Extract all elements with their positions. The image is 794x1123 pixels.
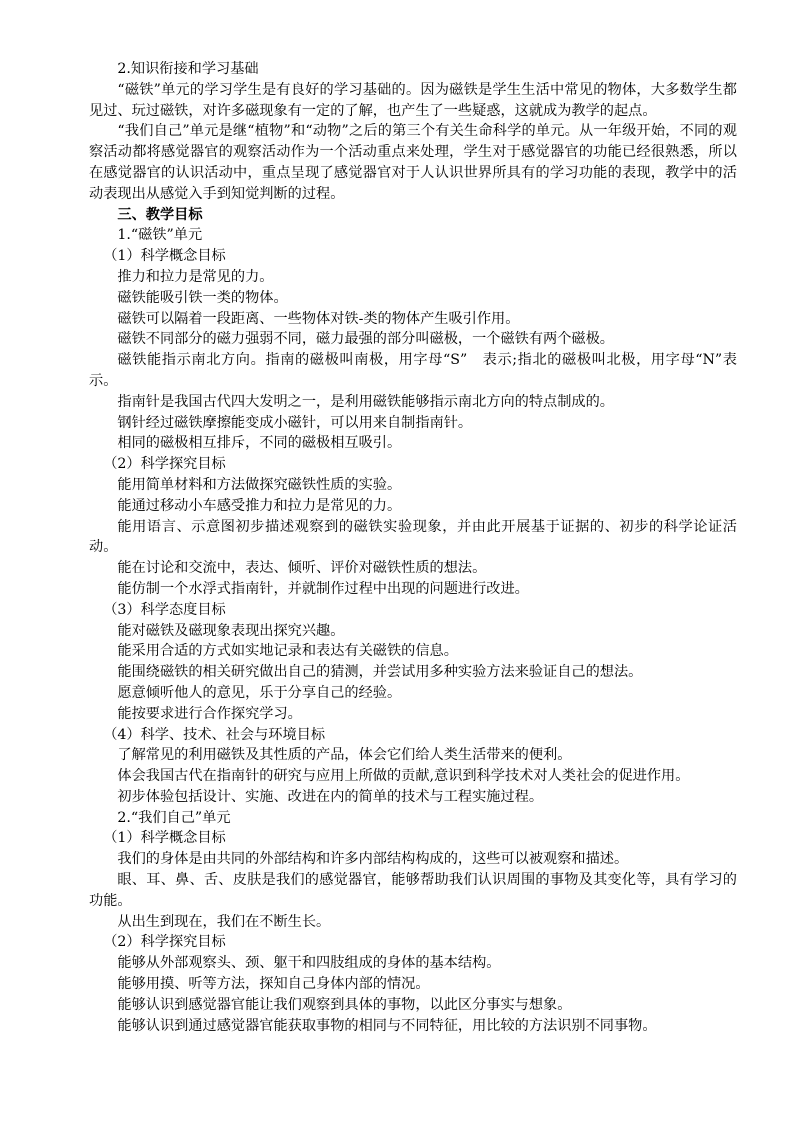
paragraph: 推力和拉力是常见的力。 xyxy=(117,268,274,285)
paragraph: 了解常见的利用磁铁及其性质的产品，体会它们给人类生活带来的便利。 xyxy=(117,747,572,764)
paragraph: 磁铁可以隔着一段距离、一些物体对铁-类的物体产生吸引作用。 xyxy=(117,310,520,327)
paragraph: 1.“磁铁”单元 xyxy=(117,227,203,244)
subsection-heading: （1）科学概念目标 xyxy=(103,830,226,847)
paragraph: “我们自己”单元是继“植物”和“动物”之后的第三个有关生命科学的单元。从一年级开始，不同的观察活动都将感觉器官的观察活动作为一个活动重点来处理，学生对于感觉器官的功能已经很熟悉，所以在感觉器官的认识活动中，重点呈现了感觉器官对于人认识世界所具有的学习功能的表现，教学中的活动表现出从感觉入手到知觉判断的过程。 xyxy=(89,123,737,202)
section-heading: 三、教学目标 xyxy=(117,206,203,223)
paragraph: 能用语言、示意图初步描述观察到的磁铁实验现象，并由此开展基于证据的、初步的科学论证活动。 xyxy=(89,518,737,556)
subsection-heading: （4）科学、技术、社会与环境目标 xyxy=(103,726,326,743)
paragraph: 眼、耳、鼻、舌、皮肤是我们的感觉器官，能够帮助我们认识周围的事物及其变化等，具有学习的功能。 xyxy=(89,872,737,909)
paragraph: “磁铁”单元的学习学生是有良好的学习基础的。因为磁铁是学生生活中常见的物体，大多数学生都见过、玩过磁铁，对许多磁现象有一定的了解，也产生了一些疑惑，这就成为教学的起点。 xyxy=(89,81,737,119)
paragraph: 磁铁能指示南北方向。指南的磁极叫南极，用字母“S” 表示;指北的磁极叫北极，用字母“N”表示。 xyxy=(89,352,737,389)
paragraph: 钢针经过磁铁摩擦能变成小磁针，可以用来自制指南针。 xyxy=(117,414,473,431)
paragraph: 初步体验包括设计、实施、改进在内的简单的技术与工程实施过程。 xyxy=(117,788,544,805)
paragraph: 能围绕磁铁的相关研究做出自己的猜测，并尝试用多种实验方法来验证自己的想法。 xyxy=(117,664,643,681)
paragraph: 我们的身体是由共同的外部结构和许多内部结构构成的，这些可以被观察和描述。 xyxy=(117,851,629,868)
paragraph: 2.“我们自己”单元 xyxy=(117,809,231,826)
paragraph: 磁铁能吸引铁一类的物体。 xyxy=(117,289,288,306)
paragraph: 能在讨论和交流中，表达、倾听、评价对磁铁性质的想法。 xyxy=(117,560,487,577)
paragraph: 相同的磁极相互排斥，不同的磁极相互吸引。 xyxy=(117,435,402,452)
subsection-heading: （2）科学探究目标 xyxy=(103,456,226,473)
paragraph: 能够从外部观察头、颈、躯干和四肢组成的身体的基本结构。 xyxy=(117,955,501,972)
paragraph: 从出生到现在，我们在不断生长。 xyxy=(117,913,331,930)
subsection-heading: （3）科学态度目标 xyxy=(103,601,226,618)
paragraph: 能通过移动小车感受推力和拉力是常见的力。 xyxy=(117,497,402,514)
paragraph: 体会我国古代在指南针的研究与应用上所做的贡献,意识到科学技术对人类社会的促进作用。 xyxy=(117,768,690,785)
paragraph: 能够认识到通过感觉器官能获取事物的相同与不同特征，用比较的方法识别不同事物。 xyxy=(117,1017,657,1034)
document-page xyxy=(89,59,737,1036)
subsection-heading: （1）科学概念目标 xyxy=(103,248,226,265)
paragraph: 磁铁不同部分的磁力强弱不同，磁力最强的部分叫磁极，一个磁铁有两个磁极。 xyxy=(117,331,614,348)
paragraph: 愿意倾听他人的意见，乐于分享自己的经验。 xyxy=(117,684,402,701)
paragraph: 指南针是我国古代四大发明之一，是利用磁铁能够指示南北方向的特点制成的。 xyxy=(117,393,614,410)
paragraph: 能采用合适的方式如实地记录和表达有关磁铁的信息。 xyxy=(117,643,458,660)
subsection-heading: （2）科学探究目标 xyxy=(103,934,226,951)
paragraph: 能够认识到感觉器官能让我们观察到具体的事物，以此区分事实与想象。 xyxy=(117,996,572,1013)
paragraph: 能仿制一个水浮式指南针，并就制作过程中出现的问题进行改进。 xyxy=(117,580,529,597)
paragraph: 2.知识衔接和学习基础 xyxy=(117,61,259,77)
paragraph: 能对磁铁及磁现象表现出探究兴趣。 xyxy=(117,622,345,639)
paragraph: 能按要求进行合作探究学习。 xyxy=(117,705,302,722)
paragraph: 能够用摸、听等方法，探知自己身体内部的情况。 xyxy=(117,976,430,993)
paragraph: 能用简单材料和方法做探究磁铁性质的实验。 xyxy=(117,476,402,493)
